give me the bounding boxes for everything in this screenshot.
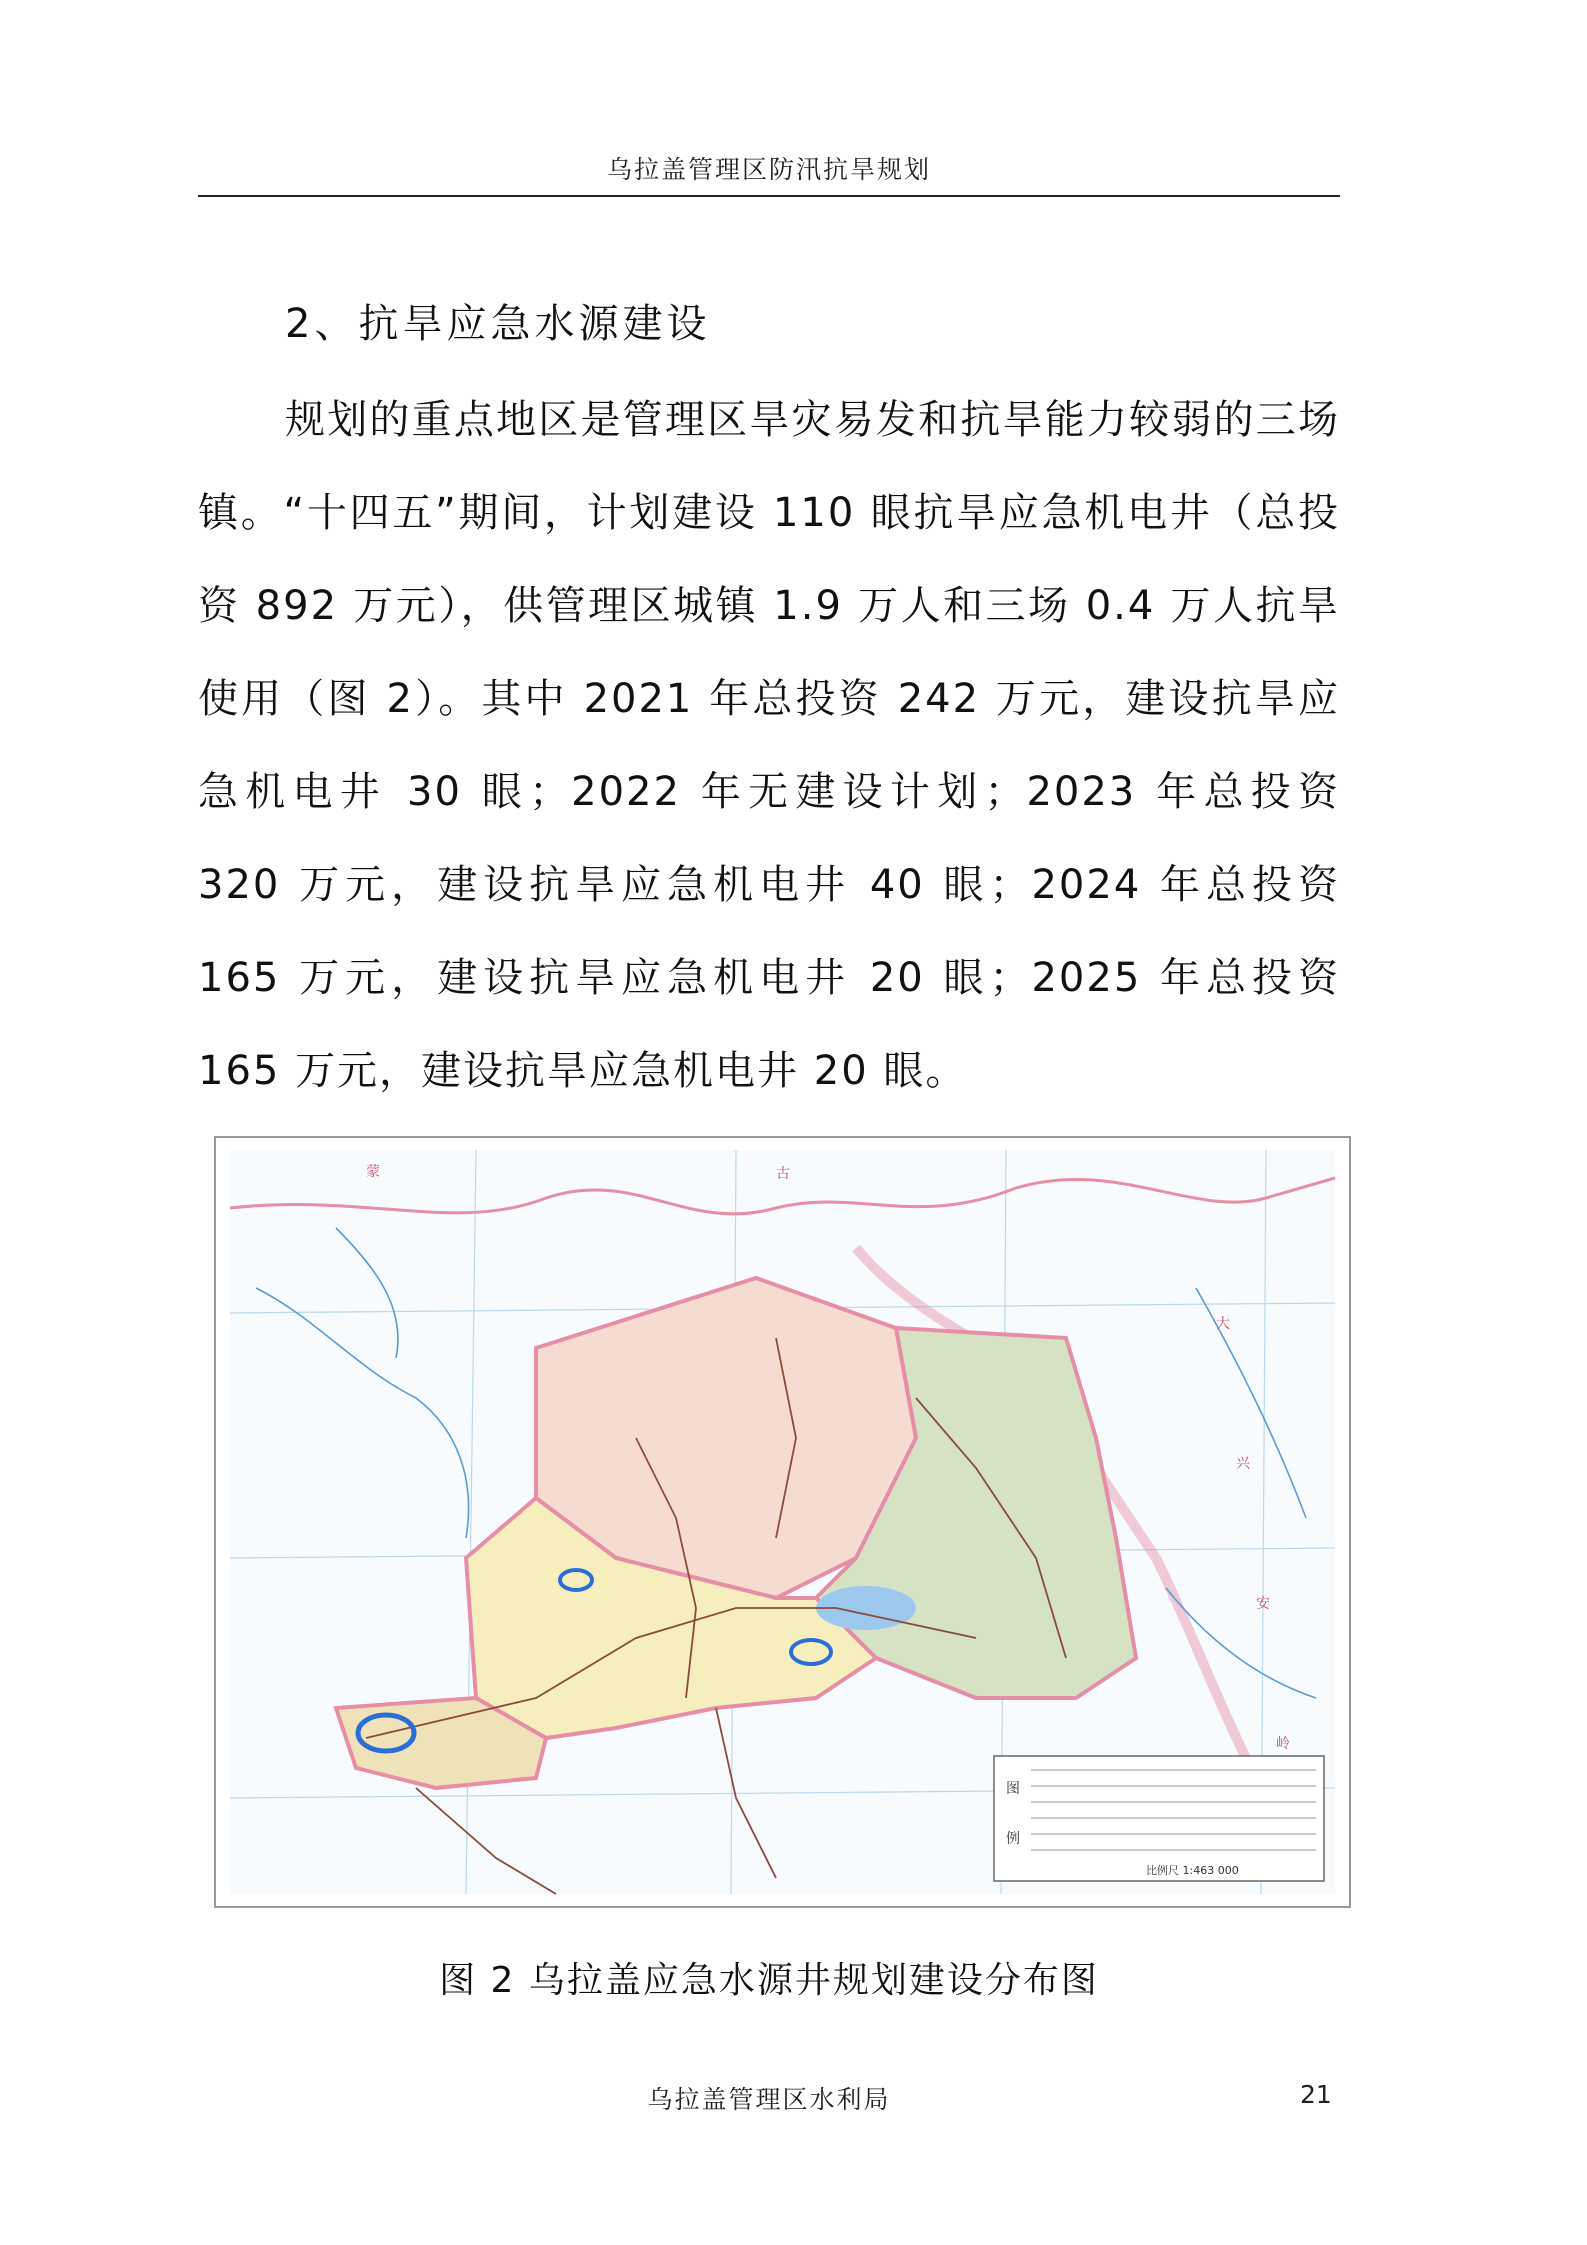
legend-title-bottom: 例 [1006, 1831, 1020, 1847]
legend-scale: 比例尺 1:463 000 [1146, 1864, 1239, 1877]
header-rule [198, 195, 1340, 197]
page-number: 21 [1300, 2080, 1332, 2109]
map-label-top-mid: 古 [776, 1166, 790, 1182]
map-label-right-4: 岭 [1276, 1736, 1290, 1752]
map-figure [214, 1136, 1351, 1908]
map-legend [994, 1756, 1324, 1881]
map-label-right-2: 兴 [1236, 1456, 1250, 1472]
map-drawing [216, 1138, 1349, 1906]
map-label-top-left: 蒙 [366, 1164, 380, 1180]
map-label-right-3: 安 [1256, 1596, 1270, 1612]
section-heading: 2、抗旱应急水源建设 [285, 301, 711, 347]
figure-caption: 图 2 乌拉盖应急水源井规划建设分布图 [439, 1960, 1099, 2001]
map-label-right-1: 大 [1216, 1316, 1230, 1332]
body-paragraph: 规划的重点地区是管理区旱灾易发和抗旱能力较弱的三场镇。“十四五”期间，计划建设 110 眼抗旱应急机电井（总投资 892 万元），供管理区城镇 1.9 万人和三场 0.4 万人抗旱使用（图 2）。其中 2021 年总投资 242 万元，建设抗旱应急机电井 30 眼；2022 年无建设计划；2023 年总投资 320 万元，建设抗旱应急机电井 40 眼；2024 年总投资 165 万元，建设抗旱应急机电井 20 眼；2025 年总投资 165 万元，建设抗旱应急机电井 20 眼。 [198, 397, 1340, 1094]
legend-title-top: 图 [1006, 1781, 1020, 1797]
body-text [198, 374, 1340, 1118]
page-footer: 乌拉盖管理区水利局 [647, 2085, 891, 2114]
page-header: 乌拉盖管理区防汛抗旱规划 [606, 155, 931, 184]
